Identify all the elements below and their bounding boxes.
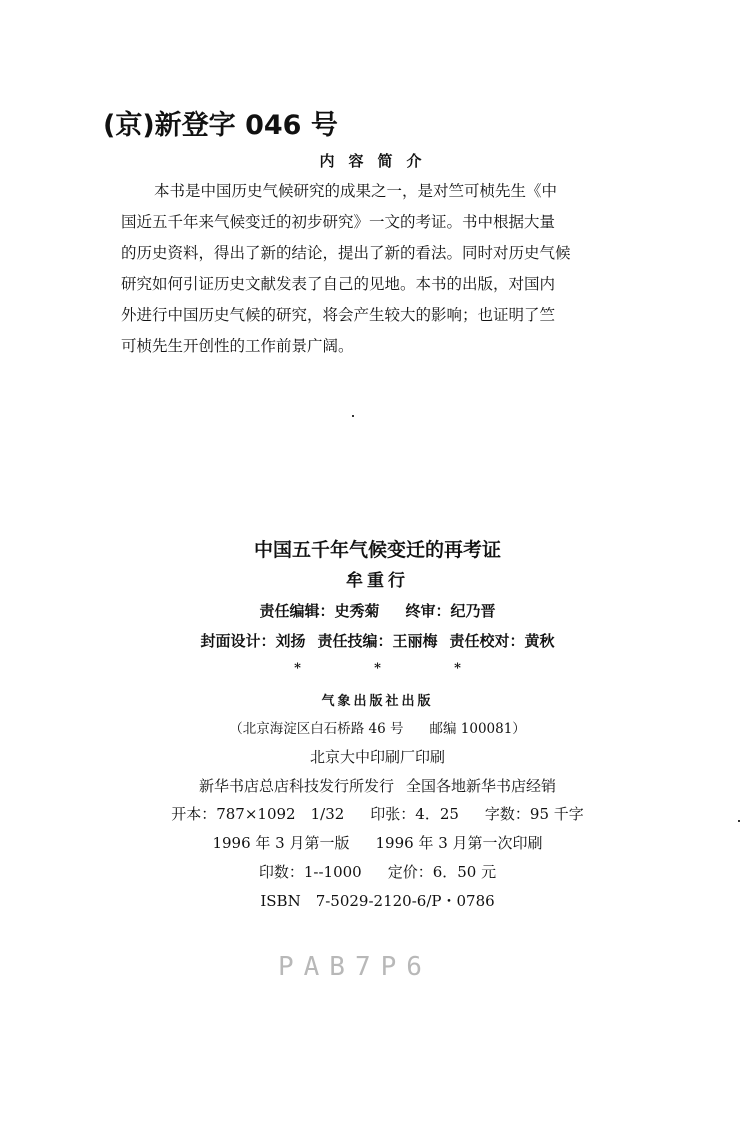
star: * bbox=[294, 661, 301, 676]
postcode: 邮编 100081） bbox=[429, 721, 526, 737]
tech-editor: 责任技编：王丽梅 bbox=[317, 632, 438, 650]
star-separator bbox=[0, 661, 755, 676]
intro-line: 的历史资料，得出了新的结论，提出了新的看法。同时对历史气候 bbox=[121, 244, 571, 262]
isbn: ISBN 7-5029-2120-6/P・0786 bbox=[260, 892, 495, 910]
price: 定价：6．50 元 bbox=[387, 863, 497, 881]
cover-design: 封面设计：刘扬 bbox=[200, 632, 306, 650]
editor: 责任编辑：史秀菊 bbox=[259, 602, 380, 620]
edition-row bbox=[0, 832, 755, 853]
format-row bbox=[0, 803, 755, 824]
publisher: 气象出版社出版 bbox=[321, 694, 434, 709]
registration-number: (京)新登字 046 号 bbox=[103, 110, 338, 141]
address: （北京海淀区白石桥路 46 号 bbox=[229, 721, 404, 737]
star: * bbox=[454, 661, 461, 676]
printing: 1996 年 3 月第一次印刷 bbox=[375, 834, 543, 852]
printer: 北京大中印刷厂印刷 bbox=[309, 748, 445, 766]
intro-line: 国近五千年来气候变迁的初步研究》一文的考证。书中根据大量 bbox=[121, 213, 556, 231]
design-row bbox=[0, 630, 755, 651]
star: * bbox=[374, 661, 381, 676]
edition: 1996 年 3 月第一版 bbox=[212, 834, 350, 852]
editor-row bbox=[0, 600, 755, 621]
word-count: 字数：95 千字 bbox=[484, 805, 584, 823]
book-title: 中国五千年气候变迁的再考证 bbox=[253, 539, 501, 561]
address-row bbox=[0, 717, 755, 737]
print-run: 印数：1--1000 bbox=[258, 863, 362, 881]
distributor: 新华书店总店科技发行所发行 bbox=[198, 777, 394, 795]
speck bbox=[352, 415, 354, 417]
sheets: 印张：4．25 bbox=[370, 805, 459, 823]
proofreader: 责任校对：黄秋 bbox=[449, 632, 555, 650]
intro-line: 可桢先生开创性的工作前景广阔。 bbox=[121, 337, 354, 355]
distribution-row bbox=[0, 775, 755, 796]
intro-line: 外进行中国历史气候的研究，将会产生较大的影响；也证明了竺 bbox=[121, 306, 556, 324]
sales: 全国各地新华书店经销 bbox=[406, 777, 557, 795]
final-review: 终审：纪乃晋 bbox=[405, 602, 496, 620]
intro-line: 本书是中国历史气候研究的成果之一，是对竺可桢先生《中 bbox=[154, 182, 558, 200]
stamp-mark: PAB7P6 bbox=[278, 952, 432, 982]
intro-line: 研究如何引证历史文献发表了自己的见地。本书的出版，对国内 bbox=[121, 275, 556, 293]
format: 开本：787×1092 1/32 bbox=[171, 805, 345, 823]
intro-paragraph bbox=[121, 176, 661, 362]
author: 牟重行 bbox=[346, 571, 409, 591]
price-row bbox=[0, 861, 755, 882]
intro-heading: 内容简介 bbox=[319, 152, 436, 170]
